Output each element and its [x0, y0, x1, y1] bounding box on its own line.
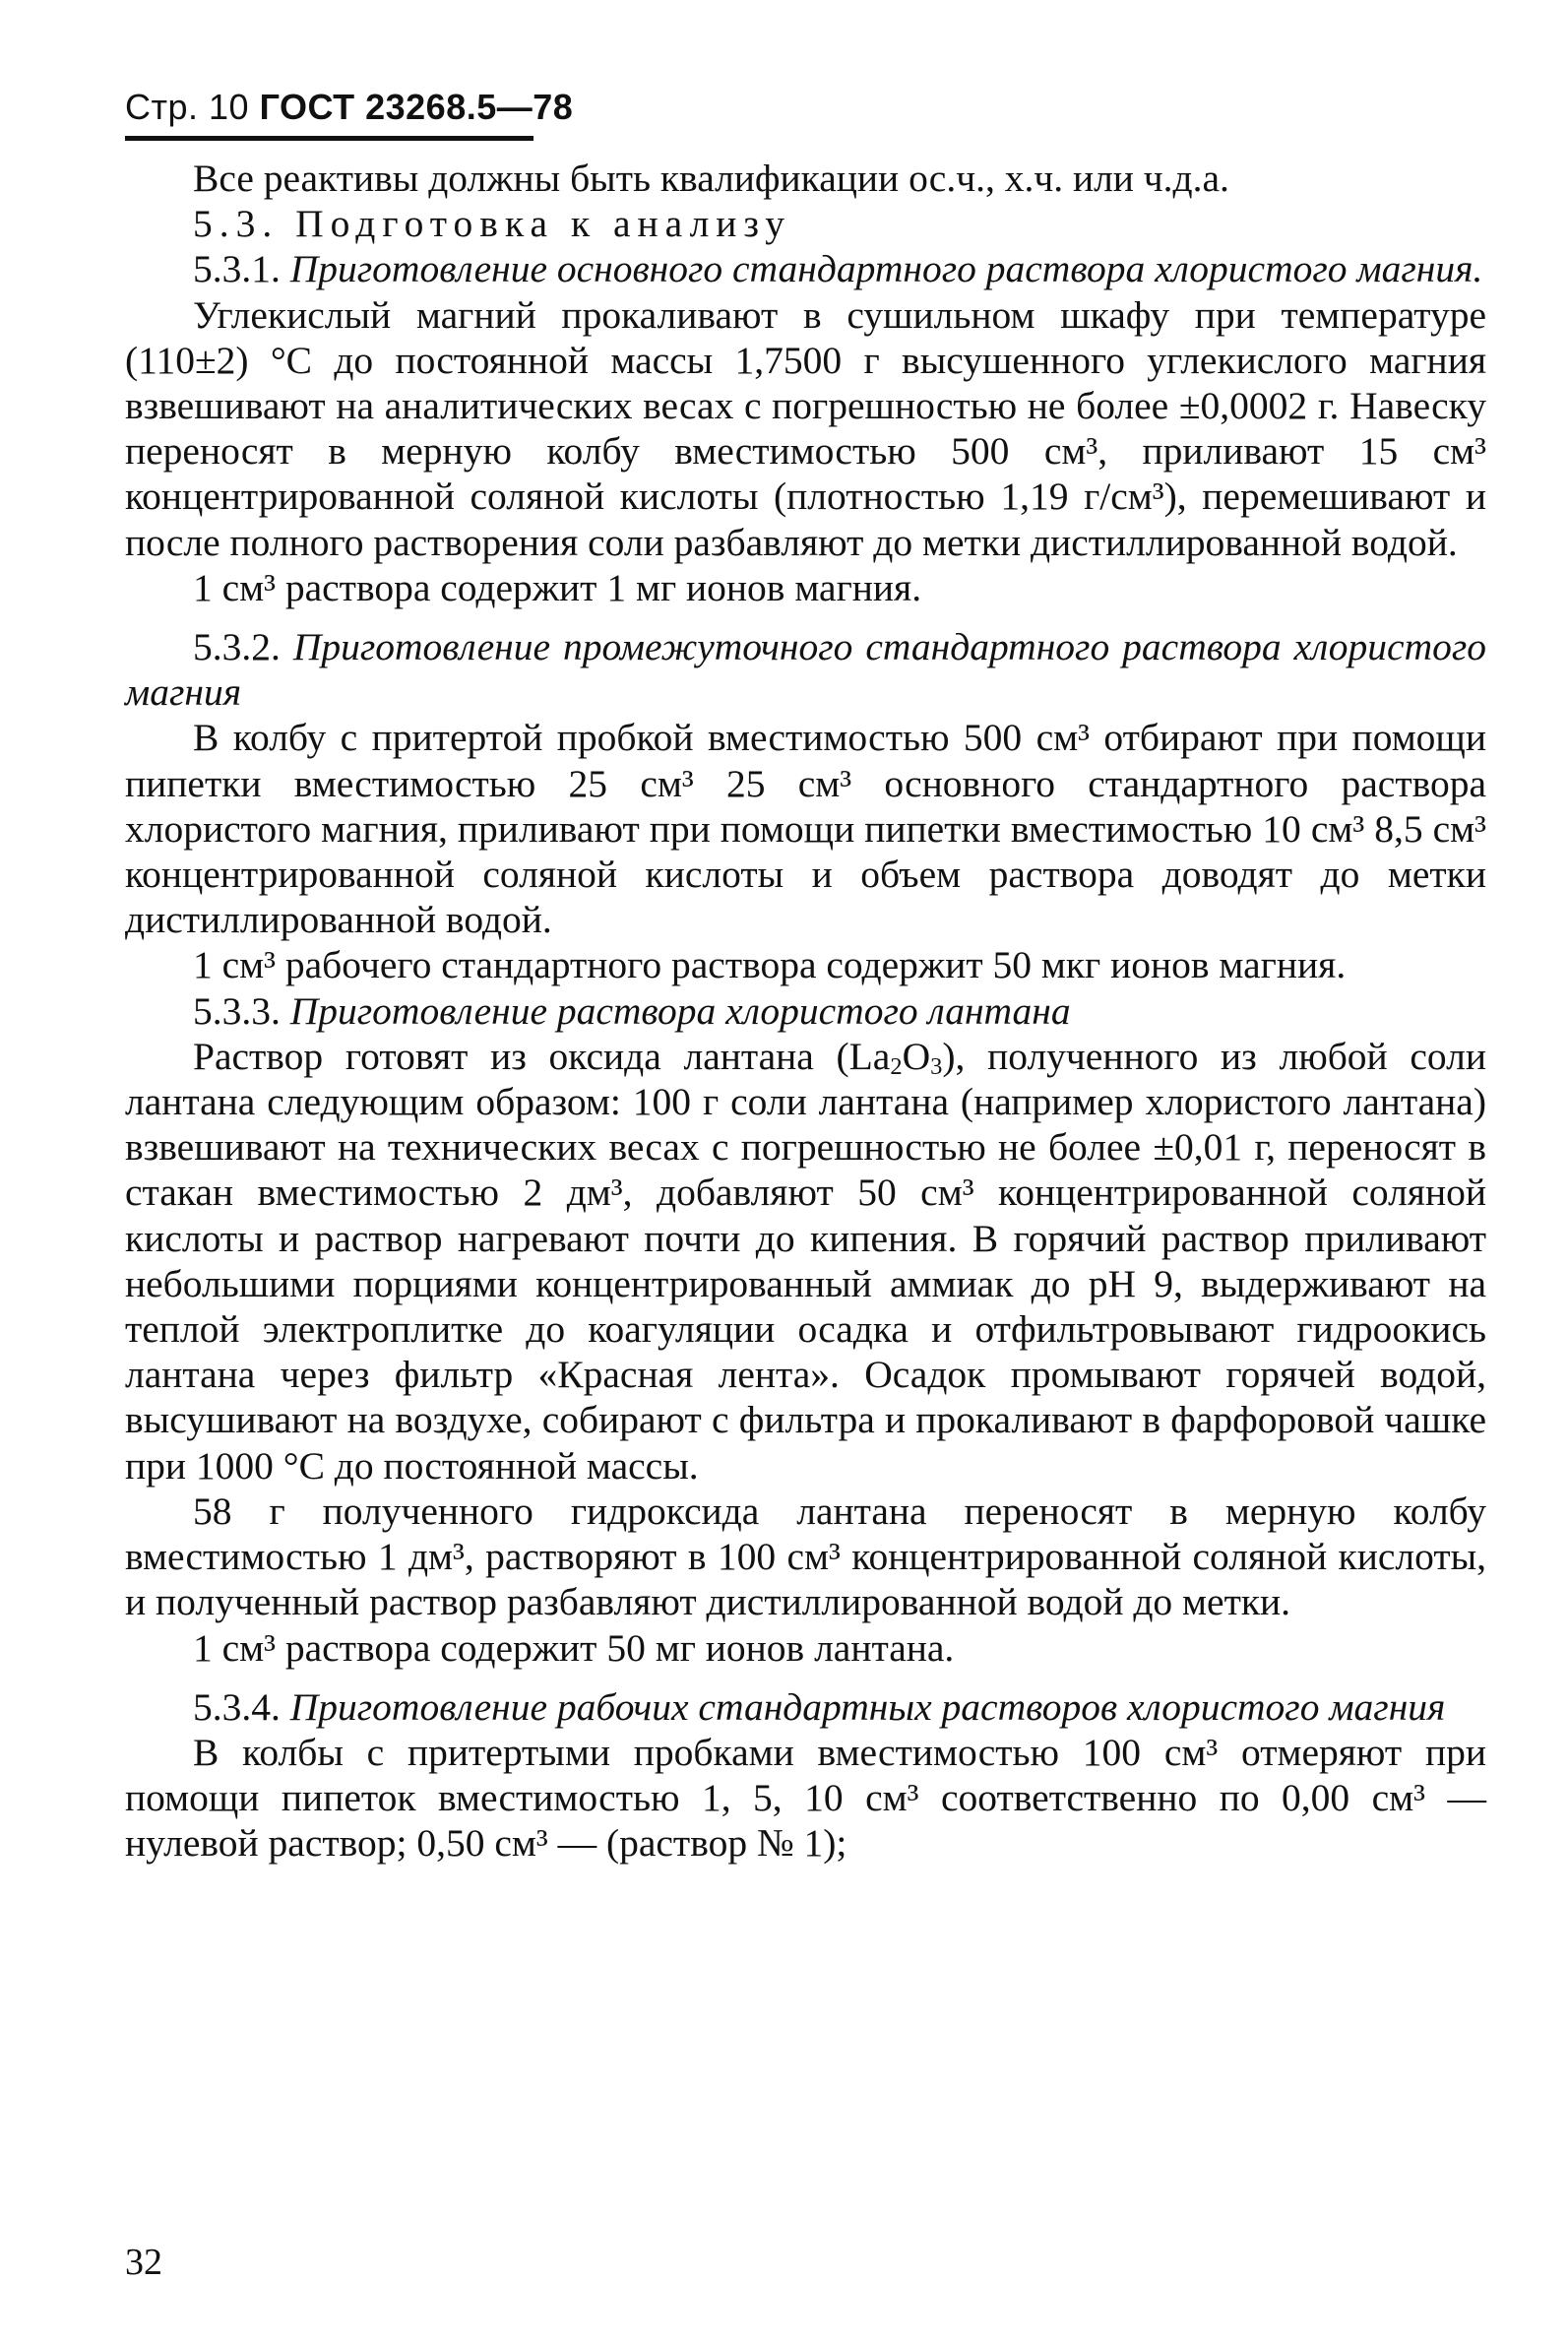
paragraph-5-3-2: В колбу с притертой пробкой вместимостью 500 см³ отбирают при помощи пипетки вместимостью 25 см³ 25 см³ основного стандартного раствора хлористого магния, приливают при помощи пипетки вместимостью 10 см³ 8,5 см³ концентрированной соляной кислоты и объем раствора доводят до метки дистиллированной водой. — [125, 716, 1486, 942]
subsection-5-3-1-heading — [125, 246, 1486, 291]
page-prefix: Стр. 10 — [125, 87, 250, 127]
subsection-title: Приготовление раствора хлористого лантана — [289, 988, 1071, 1033]
subsection-title: Приготовление основного стандартного раствора хлористого магния. — [289, 247, 1483, 291]
subsection-number: 5.3.3. — [193, 988, 281, 1033]
page-number: 32 — [125, 2242, 162, 2283]
paragraph-5-3-4: В колбы с притертыми пробками вместимостью 100 см³ отмеряют при помощи пипеток вместимостью 1, 5, 10 см³ соответственно по 0,00 см³ — нулевой раствор; 0,50 см³ — (раствор № 1); — [125, 1730, 1486, 1866]
subscript: 3 — [930, 1052, 943, 1080]
paragraph-5-3-1: Углекислый магний прокаливают в сушильном шкафу при температуре (110±2) °С до постоянной массы 1,7500 г высушенного углекислого магния взвешивают на аналитических весах с погрешностью не более ±0,0002 г. Навеску переносят в мерную колбу вместимостью 500 см³, приливают 15 см³ концентрированной соляной кислоты (плотностью 1,19 г/см³), перемешивают и после полного растворения соли разбавляют до метки дистиллированной водой. — [125, 292, 1486, 564]
standard-number: ГОСТ 23268.5—78 — [259, 87, 574, 127]
subsection-title: Приготовление промежуточного стандартного раствора хлористого магния — [125, 625, 1486, 715]
header-rule — [125, 136, 533, 141]
note-5-3-2: 1 см³ рабочего стандартного раствора содержит 50 мкг ионов магния. — [193, 943, 1347, 987]
subsection-number: 5.3.2. — [193, 625, 281, 669]
document-body — [125, 156, 1486, 1867]
subsection-title: Приготовление рабочих стандартных растворов хлористого магния — [289, 1684, 1446, 1729]
subsection-5-3-2-heading — [125, 624, 1486, 715]
paragraph-5-3-3-b: 58 г полученного гидроксида лантана переносят в мерную колбу вместимостью 1 дм³, растворяют в 100 см³ концентрированной соляной кислоты, и полученный раствор разбавляют дистиллированной водой до метки. — [125, 1488, 1486, 1624]
section-heading-5-3: 5.3. Подготовка к анализу — [193, 202, 791, 246]
subscript: 2 — [890, 1052, 903, 1080]
reagents-paragraph: Все реактивы должны быть квалификации ос.ч., х.ч. или ч.д.а. — [193, 157, 1229, 200]
subsection-5-3-3-heading — [125, 988, 1486, 1034]
text-run: Раствор готовят из оксида лантана (La — [193, 1034, 891, 1078]
text-run: ), полученного из любой соли лантана следующим образом: 100 г соли лантана (например хлористого лантана) взвешивают на технических весах с погрешностью не более ±0,01 г, переносят в стакан вместимостью 2 дм³, добавляют 50 см³ концентрированной соляной кислоты и раствор нагревают почти до кипения. В горячий раствор приливают небольшими порциями концентрированный аммиак до pH 9, выдерживают на теплой электроплитке до коагуляции осадка и отфильтровывают гидроокись лантана через фильтр «Красная лента». Осадок промывают горячей водой, высушивают на воздухе, собирают с фильтра и прокаливают в фарфоровой чашке при 1000 °С до постоянной массы. — [125, 1034, 1486, 1488]
note-5-3-1: 1 см³ раствора содержит 1 мг ионов магния. — [193, 565, 922, 609]
page-header — [125, 87, 573, 128]
subsection-5-3-4-heading — [125, 1684, 1486, 1730]
paragraph-5-3-3-a — [125, 1034, 1486, 1488]
subsection-number: 5.3.1. — [193, 247, 281, 291]
note-5-3-3: 1 см³ раствора содержит 50 мг ионов лантана. — [193, 1625, 955, 1670]
subsection-number: 5.3.4. — [193, 1684, 281, 1729]
text-run: O — [902, 1034, 931, 1078]
